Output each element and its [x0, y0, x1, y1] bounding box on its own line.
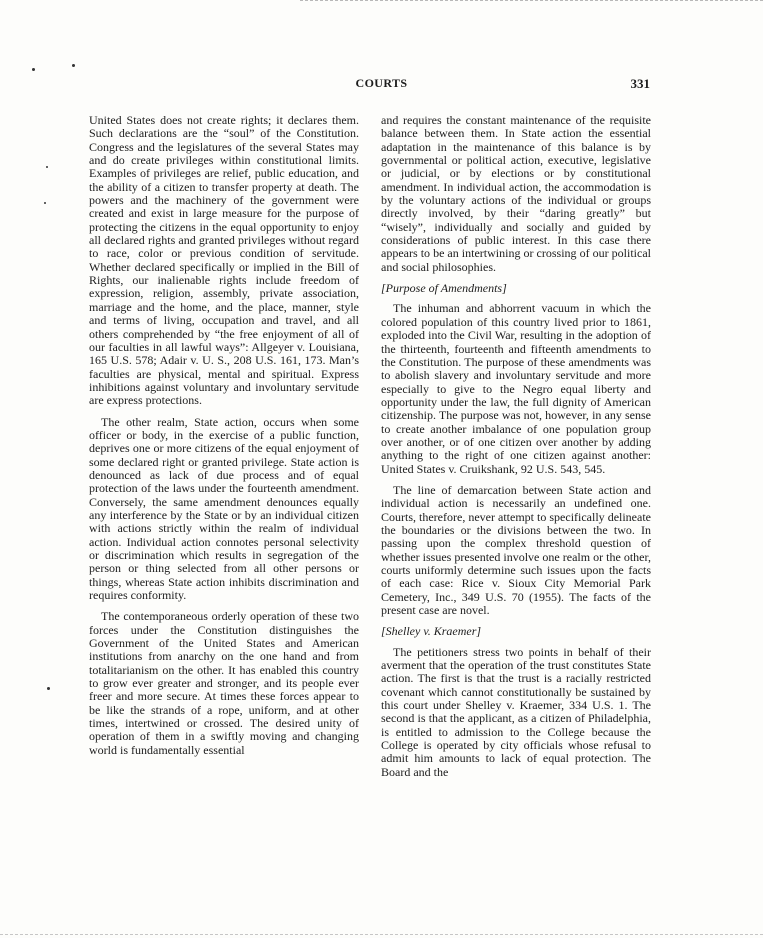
paragraph: and requires the constant maintenance of the requisite balance between them. In State action the essential adaptation in the maintenance of this balance is by governmental or political action, executive, legislative or judicial, or by elections or by constitutional amendment. In individual action, the accommodation is by the voluntary actions of the individual or groups directly involved, by their “daring greatly” but “wisely”, individually and socially and guided by considerations of public interest. In this case there appears to be an intertwining or crossing of our political and social philosophies. [381, 113, 651, 274]
scan-speck [47, 687, 50, 690]
paragraph: The line of demarcation between State action and individual action is necessarily an undefined one. Courts, therefore, never attempt to specifically delineate the boundaries or the divisions between the two. In passing upon the complex threshold question of whether issues presented involve one realm or the other, courts uniformly determine such issues upon the facts of each case: Rice v. Sioux City Memorial Park Cemetery, Inc., 349 U.S. 70 (1955). The facts of the present case are novel. [381, 482, 651, 618]
right-column [381, 114, 651, 787]
paragraph: The inhuman and abhorrent vacuum in which the colored population of this country lived prior to 1861, exploded into the Civil War, resulting in the adoption of the thirteenth, fourteenth and fifteenth amendments to the Constitution. The purpose of these amendments was to abolish slavery and involuntary servitude and more especially to give to the Negro equal liberty and opportunity under the law, the full dignity of American citizenship. The purpose was not, however, in any sense to create another imbalance of one population group over another, or of one citizen over another by adding anything to the right of one citizen against another: United States v. Cruikshank, 92 U.S. 543, 545. [381, 301, 651, 476]
section-heading: [Purpose of Amendments] [381, 281, 507, 296]
paragraph: The petitioners stress two points in behalf of their averment that the operation of the trust constitutes State action. The first is that the trust is a racially restricted covenant which cannot constitutionally be sustained by this court under Shelley v. Kraemer, 334 U.S. 1. The second is that the applicant, as a citizen of Philadelphia, is entitled to admission to the College because the College is operated by city officials whose refusal to admit him amounts to lack of equal protection. The Board and the [381, 644, 651, 779]
scan-edge-bottom [0, 934, 763, 935]
scan-edge-top [300, 0, 763, 1]
running-head-title: COURTS [355, 76, 408, 90]
left-column [89, 114, 359, 765]
running-head [0, 76, 763, 92]
page-number: 331 [630, 76, 650, 91]
paragraph: United States does not create rights; it declares them. Such declarations are the “soul” of the Constitution. Congress and the legislatures of the several States may and do create privileges within constitutional limits. Examples of privileges are relief, public education, and the ability of a citizen to transfer property at death. The powers and the machinery of the government were created and exist in large measure for the purpose of protecting the citizens in the equal opportunity to enjoy all declared rights and granted privileges without regard to race, color or previous condition of servitude. Whether declared specifically or implied in the Bill of Rights, our inalienable rights include freedom of expression, religion, assembly, private association, marriage and the home, and the place, manner, style and terms of living, occupation and travel, and all others comprehended by “the free enjoyment of all of our faculties in all lawful ways”: Allgeyer v. Louisiana, 165 U.S. 578; Adair v. U. S., 208 U.S. 161, 173. Man’s faculties are physical, mental and spiritual. Express inhibitions against voluntary and involuntary servitude are express protections. [89, 113, 359, 408]
scan-speck [46, 166, 48, 168]
scan-speck [44, 202, 46, 204]
paragraph: The other realm, State action, occurs when some officer or body, in the exercise of a public function, deprives one or more citizens of the equal enjoyment of some declared right or granted privilege. State action is denounced as lack of due process and of equal protection of the laws under the fourteenth amendment. Conversely, the same amendment denounces equally any interference by the State or by an individual citizen with actions strictly within the realm of individual action. Individual action connotes personal selectivity or discrimination which results in segregation of the person or thing selected from all other persons or things, whereas State action inhibits discrimination and requires conformity. [89, 414, 359, 603]
scan-speck [72, 64, 75, 67]
section-heading: [Shelley v. Kraemer] [381, 624, 482, 639]
scan-speck [32, 68, 35, 71]
paragraph: The contemporaneous orderly operation of these two forces under the Constitution distinguishes the Government of the United States and American institutions from anarchy on the one hand and from totalitarianism on the other. It has enabled this country to grow ever greater and stronger, and its people ever freer and more secure. At times these forces appear to be like the strands of a rope, uniform, and at other times, intertwined or crossed. The desired unity of operation of them in a swiftly moving and changing world is fundamentally essential [89, 609, 359, 757]
